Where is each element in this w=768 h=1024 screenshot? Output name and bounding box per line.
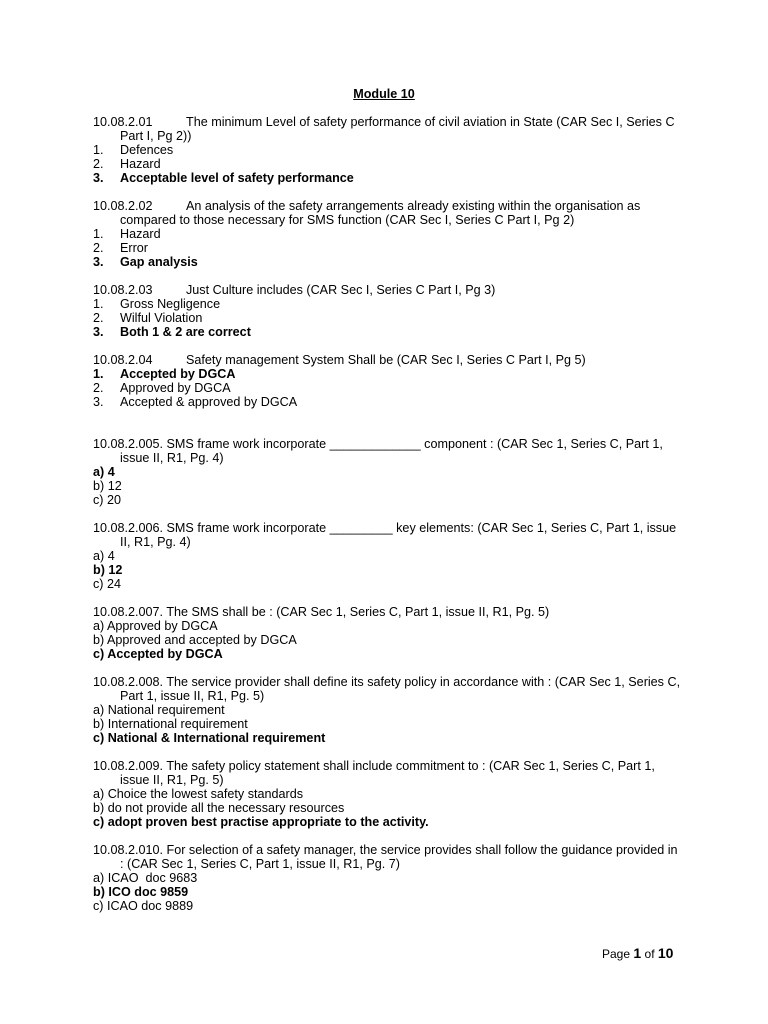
question-block — [93, 675, 683, 745]
answer-option-correct — [93, 171, 683, 185]
option-text: ICAO doc 9683 — [107, 871, 198, 885]
option-text: 4 — [107, 465, 115, 479]
option-label: c) — [93, 577, 104, 591]
question-block — [93, 283, 683, 339]
option-text: National requirement — [107, 703, 225, 717]
answer-option-correct — [93, 815, 683, 829]
answer-option — [93, 227, 683, 241]
total-pages-number: 10 — [657, 945, 674, 961]
question-block — [93, 199, 683, 269]
option-text: 12 — [108, 563, 123, 577]
option-label: 1. — [93, 143, 104, 157]
question-text: Just Culture includes (CAR Sec I, Series C Part I, Pg 3) — [186, 283, 496, 297]
question-text-line — [93, 675, 683, 703]
option-text: 20 — [107, 493, 122, 507]
answer-option-correct — [93, 731, 683, 745]
option-label: 2. — [93, 311, 104, 325]
answer-option-correct — [93, 325, 683, 339]
option-text: Accepted & approved by DGCA — [120, 395, 298, 409]
answer-option — [93, 297, 683, 311]
option-text: Accepted by DGCA — [120, 367, 236, 381]
answer-option — [93, 871, 683, 885]
option-text: ICO doc 9859 — [108, 885, 189, 899]
answer-option-correct — [93, 563, 683, 577]
question-text: Safety management System Shall be (CAR Sec I, Series C Part I, Pg 5) — [186, 353, 586, 367]
option-label: c) — [93, 647, 105, 661]
option-label: b) — [93, 479, 105, 493]
answer-option-correct — [93, 367, 683, 381]
question-number: 10.08.2.006. — [93, 521, 164, 535]
question-text-line — [93, 605, 683, 619]
answer-option — [93, 241, 683, 255]
option-label: a) — [93, 703, 105, 717]
option-label: b) — [93, 717, 105, 731]
option-text: Hazard — [120, 227, 161, 241]
question-number: 10.08.2.010. — [93, 843, 164, 857]
question-block — [93, 521, 683, 591]
question-text-line — [93, 759, 683, 787]
option-text: Accepted by DGCA — [107, 647, 223, 661]
option-label: a) — [93, 619, 105, 633]
module-title: Module 10 — [353, 87, 415, 101]
option-label: 2. — [93, 157, 104, 171]
answer-option — [93, 703, 683, 717]
option-text: Approved by DGCA — [120, 381, 231, 395]
question-number: 10.08.2.005. — [93, 437, 164, 451]
answer-option-correct — [93, 465, 683, 479]
question-number: 10.08.2.009. — [93, 759, 164, 773]
answer-option — [93, 311, 683, 325]
option-label: 2. — [93, 381, 104, 395]
option-label: 1. — [93, 227, 104, 241]
question-block — [93, 759, 683, 829]
question-text: The service provider shall define its safety policy in accordance with : (CAR Sec 1, Series C, Part 1, issue II, R1, Pg. 5) — [120, 675, 681, 703]
option-label: 3. — [93, 255, 104, 269]
of-word: of — [644, 947, 655, 961]
answer-option-correct — [93, 647, 683, 661]
answer-option — [93, 479, 683, 493]
answer-option — [93, 549, 683, 563]
option-label: a) — [93, 465, 105, 479]
question-text-line — [93, 843, 683, 871]
question-text: The SMS shall be : (CAR Sec 1, Series C, Part 1, issue II, R1, Pg. 5) — [166, 605, 550, 619]
option-text: Both 1 & 2 are correct — [120, 325, 251, 339]
option-label: b) — [93, 563, 105, 577]
option-text: 24 — [107, 577, 122, 591]
answer-option — [93, 493, 683, 507]
option-text: International requirement — [107, 717, 248, 731]
answer-option-correct — [93, 885, 683, 899]
option-label: c) — [93, 493, 104, 507]
answer-option — [93, 717, 683, 731]
option-text: Defences — [120, 143, 174, 157]
option-label: 3. — [93, 325, 104, 339]
option-label: b) — [93, 801, 105, 815]
option-label: b) — [93, 633, 105, 647]
option-label: 1. — [93, 297, 104, 311]
question-text: For selection of a safety manager, the service provides shall follow the guidance provided in : (CAR Sec 1, Series C, Part 1, issue II, R1, Pg. 7) — [120, 843, 678, 871]
answer-option — [93, 395, 683, 409]
question-text: SMS frame work incorporate _____________ component : (CAR Sec 1, Series C, Part 1, issue II, R1, Pg. 4) — [120, 437, 663, 465]
option-text: Gross Negligence — [120, 297, 221, 311]
option-label: 3. — [93, 171, 104, 185]
answer-option — [93, 801, 683, 815]
question-text: The minimum Level of safety performance of civil aviation in State (CAR Sec I, Series C Part I, Pg 2)) — [120, 115, 675, 143]
question-number: 10.08.2.008. — [93, 675, 164, 689]
answer-option — [93, 899, 683, 913]
option-text: do not provide all the necessary resources — [107, 801, 345, 815]
page-footer — [602, 946, 673, 961]
option-text: adopt proven best practise appropriate to the activity. — [107, 815, 429, 829]
question-text: An analysis of the safety arrangements already existing within the organisation as compared to those necessary for SMS function (CAR Sec I, Series C Part I, Pg 2) — [120, 199, 641, 227]
current-page-number: 1 — [633, 945, 642, 961]
answer-option — [93, 577, 683, 591]
question-number: 10.08.2.02 — [93, 199, 153, 213]
question-block — [93, 115, 683, 185]
question-text-line — [93, 353, 683, 367]
question-number: 10.08.2.01 — [93, 115, 153, 129]
question-text-line — [93, 283, 683, 297]
option-text: 4 — [107, 549, 115, 563]
option-text: Hazard — [120, 157, 161, 171]
question-number: 10.08.2.03 — [93, 283, 153, 297]
option-text: ICAO doc 9889 — [107, 899, 194, 913]
question-number: 10.08.2.04 — [93, 353, 153, 367]
option-label: 3. — [93, 395, 104, 409]
question-block — [93, 605, 683, 661]
question-text-line — [93, 199, 683, 227]
answer-option — [93, 787, 683, 801]
option-text: 12 — [107, 479, 122, 493]
question-block — [93, 843, 683, 913]
question-block — [93, 353, 683, 409]
option-label: a) — [93, 871, 105, 885]
answer-option — [93, 633, 683, 647]
option-label: b) — [93, 885, 105, 899]
option-text: National & International requirement — [107, 731, 326, 745]
answer-option — [93, 619, 683, 633]
option-text: Choice the lowest safety standards — [107, 787, 304, 801]
option-label: 1. — [93, 367, 104, 381]
question-block — [93, 437, 683, 507]
answer-option — [93, 381, 683, 395]
option-text: Acceptable level of safety performance — [120, 171, 354, 185]
option-text: Wilful Violation — [120, 311, 203, 325]
option-text: Approved and accepted by DGCA — [107, 633, 297, 647]
option-text: Approved by DGCA — [107, 619, 218, 633]
question-text-line — [93, 521, 683, 549]
question-text-line — [93, 437, 683, 465]
question-text: The safety policy statement shall include commitment to : (CAR Sec 1, Series C, Part 1, issue II, R1, Pg. 5) — [120, 759, 655, 787]
answer-option-correct — [93, 255, 683, 269]
option-label: c) — [93, 815, 105, 829]
option-text: Gap analysis — [120, 255, 198, 269]
page-word: Page — [602, 947, 631, 961]
question-text-line — [93, 115, 683, 143]
option-label: a) — [93, 787, 105, 801]
option-text: Error — [120, 241, 148, 255]
option-label: c) — [93, 731, 105, 745]
option-label: 2. — [93, 241, 104, 255]
answer-option — [93, 143, 683, 157]
answer-option — [93, 157, 683, 171]
option-label: c) — [93, 899, 104, 913]
option-label: a) — [93, 549, 105, 563]
question-text: SMS frame work incorporate _________ key elements: (CAR Sec 1, Series C, Part 1, issue II, R1, Pg. 4) — [120, 521, 677, 549]
question-number: 10.08.2.007. — [93, 605, 164, 619]
